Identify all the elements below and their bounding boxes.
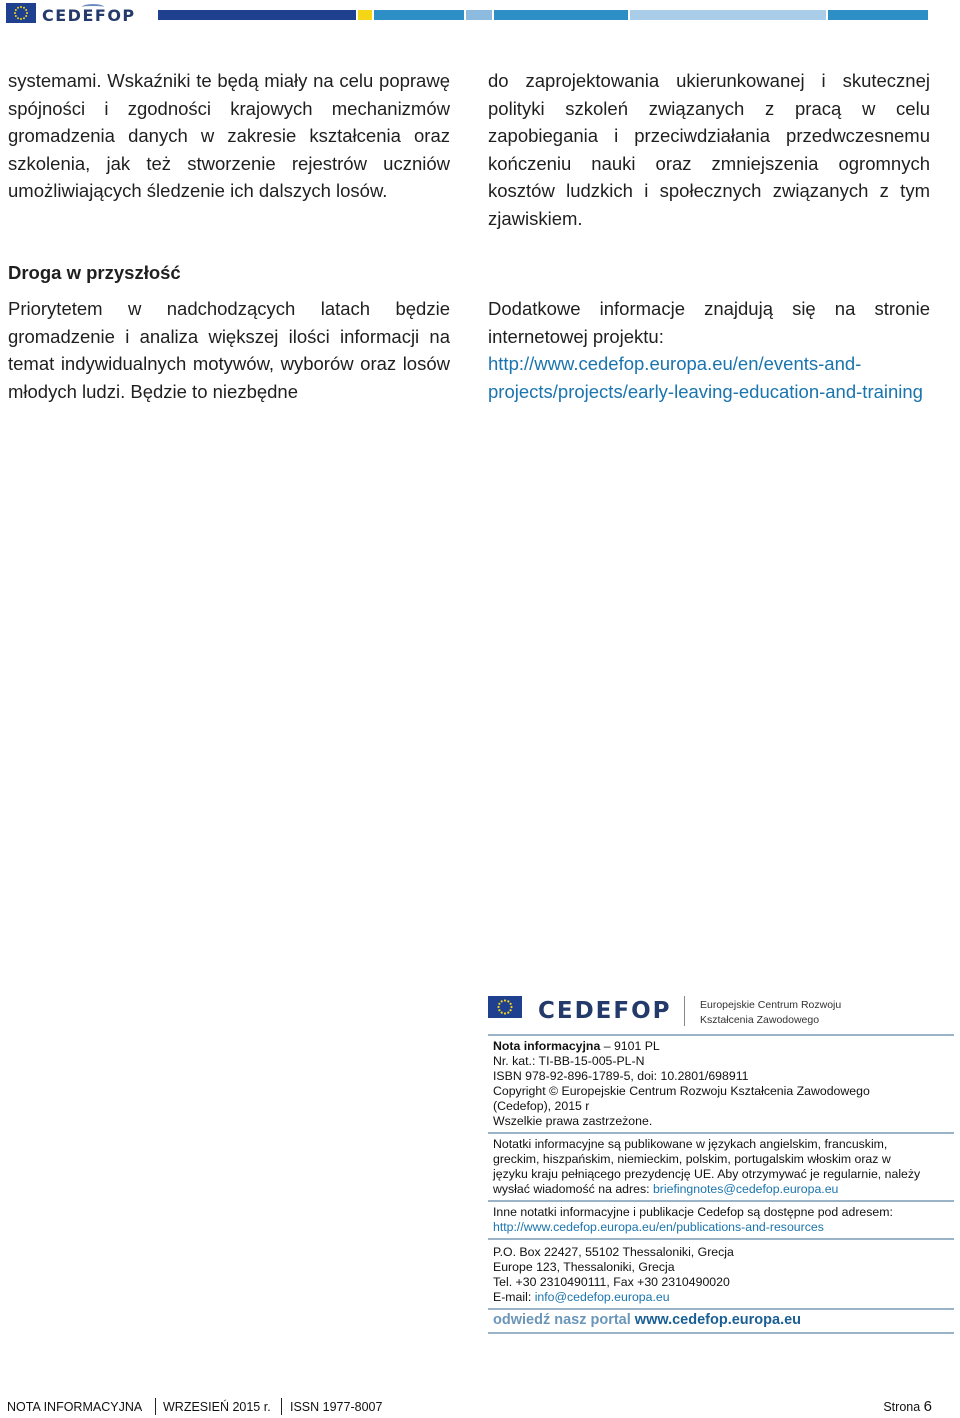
footer-date: WRZESIEŃ 2015 r.	[163, 1400, 271, 1414]
page-header	[0, 0, 960, 30]
body-paragraph: Priorytetem w nadchodzących latach będzie gromadzenie i analiza większej ilości informacji na temat indywidualnych motywów, wyborów oraz losów młodych ludzi. Będzie to niezbędne	[8, 298, 450, 402]
body-paragraph: do zaprojektowania ukierunkowanej i skutecznej polityki szkoleń związanych z pracą w celu zapobiegania i przeciwdziałania przedwczesnemu kończeniu nauki oraz zmniejszenia ogromnych kosztów ludzkich i społecznych związanych z tym zjawiskiem.	[488, 70, 930, 229]
languages-line: Notatki informacyjne są publikowane w językach angielskim, francuskim,	[493, 1137, 888, 1151]
publications-info	[488, 1200, 954, 1238]
project-link-line-1[interactable]: http://www.cedefop.europa.eu/en/events-and-	[488, 353, 862, 375]
portal-banner	[488, 1308, 954, 1334]
briefing-email-link[interactable]: briefingnotes@cedefop.europa.eu	[652, 1182, 839, 1196]
body-paragraph: systemami. Wskaźniki te będą miały na celu poprawę spójności i zgodności krajowych mechanizmów gromadzenia danych w zakresie kształcenia oraz szkolenia, jak też stworzenie rejestrów uczniów umożliwiających śledzenie ich dalszych losów.	[8, 70, 450, 202]
left-column-top	[8, 67, 450, 205]
header-stripe-5	[494, 10, 628, 20]
logo-caption	[700, 998, 841, 1028]
portal-text: odwiedź nasz portal	[493, 1312, 635, 1328]
header-stripe-6	[630, 10, 826, 20]
email-line	[493, 1290, 954, 1305]
phone-line: Tel. +30 2310490111, Fax +30 2310490020	[493, 1275, 730, 1289]
header-stripe-3	[374, 10, 464, 20]
body-paragraph: Dodatkowe informacje znajdują się na stronie internetowej projektu:	[488, 298, 930, 347]
copyright: Copyright © Europejskie Centrum Rozwoju Kształcenia Zawodowego	[493, 1084, 870, 1098]
portal-link[interactable]: www.cedefop.europa.eu	[634, 1312, 802, 1328]
page-number	[883, 1398, 932, 1415]
eu-flag-icon	[488, 996, 522, 1018]
left-column-bottom	[8, 295, 450, 405]
footer-issn: ISSN 1977-8007	[290, 1400, 383, 1414]
project-link-line-2[interactable]: projects/projects/early-leaving-education-and-training	[488, 380, 923, 402]
footer-separator	[155, 1398, 156, 1415]
header-stripe-1	[158, 10, 356, 20]
contact-email-link[interactable]: info@cedefop.europa.eu	[534, 1290, 670, 1304]
cedefop-logo: CEDEFOP	[538, 998, 672, 1024]
address-line: P.O. Box 22427, 55102 Thessaloniki, Grecja	[493, 1245, 734, 1259]
page-label: Strona	[883, 1400, 924, 1414]
subscribe-line	[493, 1182, 954, 1197]
copyright-cont: (Cedefop), 2015 r	[493, 1099, 590, 1113]
logo-caption-line: Europejskie Centrum Rozwoju	[700, 999, 842, 1011]
colophon	[488, 1034, 954, 1334]
eu-flag-icon	[6, 3, 36, 23]
rights: Wszelkie prawa zastrzeżone.	[493, 1114, 653, 1128]
publications-text: Inne notatki informacyjne i publikacje Cedefop są dostępne pod adresem:	[493, 1205, 893, 1219]
header-stripe-2	[358, 10, 372, 20]
section-heading: Droga w przyszłość	[8, 262, 181, 283]
header-stripe-4	[466, 10, 492, 20]
note-id	[493, 1039, 954, 1054]
languages-line: greckim, hiszpańskim, niemieckim, polskim, portugalskim włoskim oraz w	[493, 1152, 891, 1166]
right-column-bottom	[488, 295, 930, 405]
project-link[interactable]	[488, 350, 930, 405]
page-footer	[7, 1398, 932, 1418]
page-number-value: 6	[923, 1398, 932, 1415]
email-label: E-mail:	[493, 1290, 535, 1304]
publications-link[interactable]: http://www.cedefop.europa.eu/en/publications-and-resources	[493, 1220, 824, 1234]
footer-separator	[281, 1398, 282, 1415]
logo-divider	[684, 996, 685, 1026]
languages-line: języku kraju pełniącego prezydencję UE. Aby otrzymywać je regularnie, należy	[493, 1167, 921, 1181]
publication-info	[488, 1034, 954, 1132]
address-line: Europe 123, Thessaloniki, Grecja	[493, 1260, 675, 1274]
subscribe-text: wysłać wiadomość na adres:	[493, 1182, 653, 1196]
logo-caption-line: Kształcenia Zawodowego	[700, 1014, 820, 1026]
catalogue-number: Nr. kat.: TI-BB-15-005-PL-N	[493, 1054, 645, 1068]
note-number: – 9101 PL	[600, 1039, 660, 1053]
note-label: Nota informacyjna	[493, 1039, 601, 1053]
isbn: ISBN 978-92-896-1789-5, doi: 10.2801/698911	[493, 1069, 749, 1083]
contact-info	[488, 1238, 954, 1308]
colophon-logo	[488, 996, 948, 1030]
header-stripe-7	[828, 10, 928, 20]
languages-info	[488, 1132, 954, 1200]
cedefop-logo: CEDEFOP	[42, 6, 136, 25]
footer-doc-type: NOTA INFORMACYJNA	[7, 1400, 143, 1414]
right-column-top	[488, 67, 930, 233]
